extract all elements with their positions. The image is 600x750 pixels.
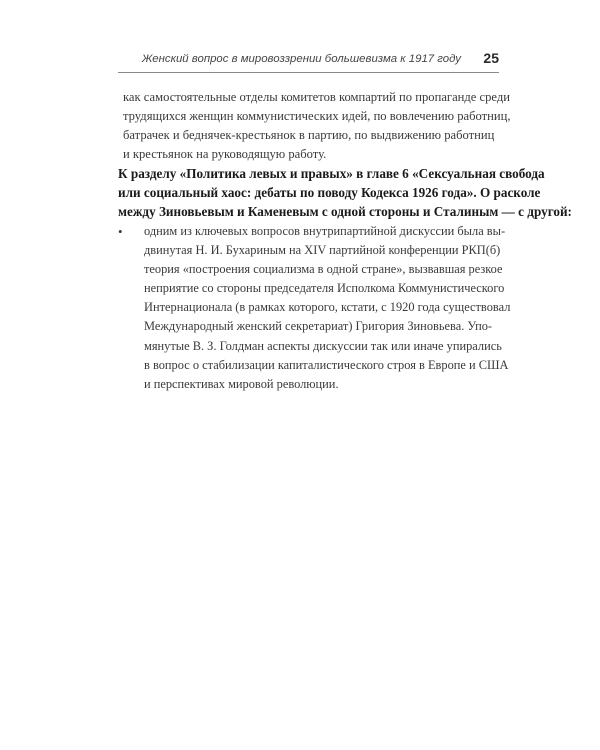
bullet-line: теория «построения социализма в одной стране», вызвавшая резкое: [144, 262, 503, 277]
bullet-text: [144, 222, 511, 394]
continuation-paragraph: [118, 88, 511, 164]
paragraph-line: и крестьянок на руководящую работу.: [123, 147, 327, 161]
paragraph-line: трудящихся женщин коммунистических идей, по вовлечению работниц,: [123, 109, 511, 123]
section-heading: [118, 164, 572, 221]
bullet-line: и перспективах мировой революции.: [144, 376, 339, 391]
bullet-line: Международный женский секретариат) Григория Зиновьева. Упо-: [144, 319, 493, 334]
bullet-line: неприятие со стороны председателя Исполкома Коммунистического: [144, 281, 505, 296]
paragraph-line: батрачек и беднячек-крестьянок в партию, по выдвижению работниц: [123, 128, 495, 142]
bullet-line: мянутые В. З. Голдман аспекты дискуссии так или иначе упирались: [144, 338, 502, 353]
heading-line: К разделу «Политика левых и правых» в главе 6 «Сексуальная свобода: [118, 166, 545, 181]
heading-line: или социальный хаос: дебаты по поводу Кодекса 1926 года». О расколе: [118, 185, 541, 200]
bullet-line: двинутая Н. И. Бухариным на XIV партийной конференции РКП(б): [144, 243, 501, 258]
running-header: [118, 50, 499, 73]
bullet-line: в вопрос о стабилизации капиталистического строя в Европе и США: [144, 357, 509, 372]
running-title: Женский вопрос в мировоззрении большевизма к 1917 году: [141, 53, 461, 65]
page-number: 25: [483, 50, 499, 66]
bullet-marker: •: [118, 224, 123, 239]
paragraph-line: как самостоятельные отделы комитетов компартий по пропаганде среди: [123, 90, 511, 104]
bullet-line: одним из ключевых вопросов внутрипартийной дискуссии была вы-: [144, 224, 506, 238]
heading-line: между Зиновьевым и Каменевым с одной стороны и Сталиным — с другой:: [118, 204, 572, 219]
bullet-line: Интернационала (в рамках которого, кстати, с 1920 года существовал: [144, 300, 511, 315]
